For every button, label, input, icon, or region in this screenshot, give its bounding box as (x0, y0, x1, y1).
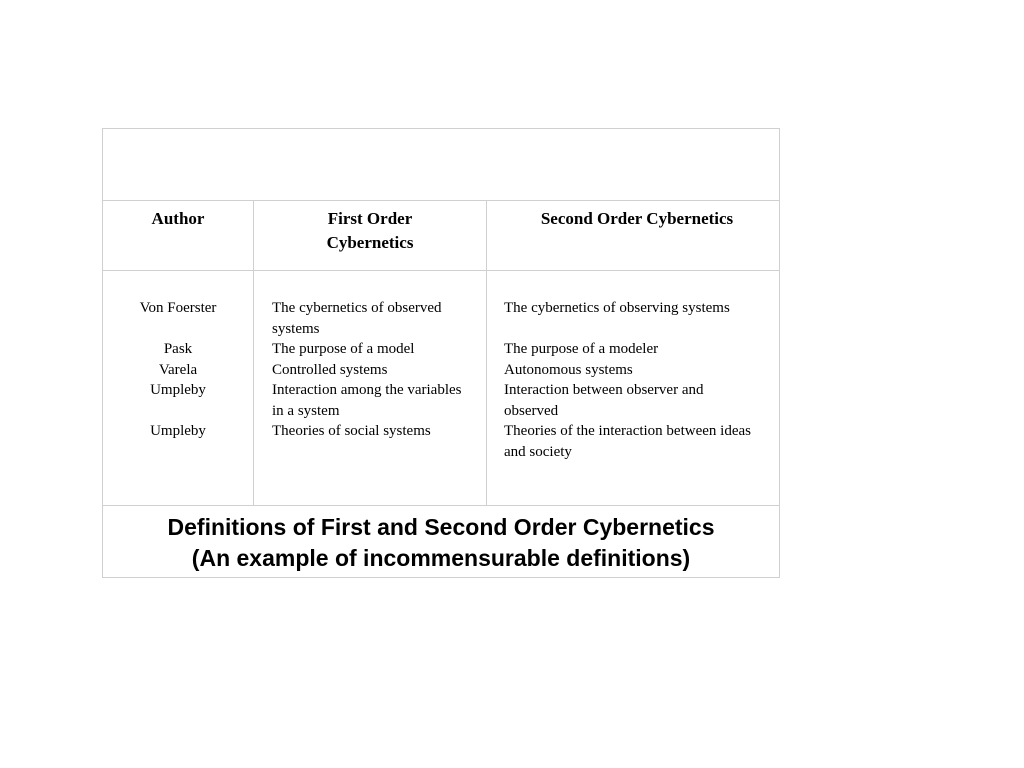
caption-title: Definitions of First and Second Order Cybernetics (167, 514, 715, 540)
caption-subtitle: (An example of incommensurable definitions) (191, 545, 691, 571)
header-author: Author (151, 209, 205, 228)
header-author-cell (103, 201, 254, 271)
header-second-order-cell (487, 201, 780, 271)
cybernetics-definitions-table (102, 128, 780, 578)
author-name: Umpleby (150, 423, 206, 439)
author-name: Varela (158, 361, 198, 378)
author-name: Umpleby (150, 382, 206, 398)
first-order-definition: Interaction among the variables in a system (272, 382, 462, 419)
second-order-definition: The purpose of a modeler (504, 341, 659, 357)
author-name: Pask (163, 341, 193, 357)
header-first-order: First Order Cybernetics (326, 209, 414, 252)
first-order-definition: The cybernetics of observed systems (272, 300, 442, 337)
caption-cell (103, 506, 780, 578)
first-order-list-cell (254, 271, 487, 506)
second-order-list-cell (487, 271, 780, 506)
first-order-definition: The purpose of a model (272, 341, 415, 357)
author-list-cell (103, 271, 254, 506)
definitions-row (103, 271, 780, 506)
second-order-definition: The cybernetics of observing systems (504, 300, 730, 316)
author-name: Von Foerster (139, 300, 217, 316)
second-order-definition: Theories of the interaction between ideas and society (504, 423, 751, 460)
empty-top-cell (103, 129, 780, 201)
author-spacer (103, 401, 253, 422)
first-order-definition: Controlled systems (272, 361, 388, 378)
caption-row (103, 506, 780, 578)
header-first-order-cell (254, 201, 487, 271)
first-order-definition: Theories of social systems (272, 423, 431, 439)
author-spacer (103, 319, 253, 340)
header-second-order: Second Order Cybernetics (540, 209, 734, 228)
empty-top-row (103, 129, 780, 201)
second-order-spacer (504, 319, 759, 340)
second-order-definition: Interaction between observer and observed (504, 382, 704, 419)
second-order-definition: Autonomous systems (504, 361, 633, 378)
header-row (103, 201, 780, 271)
